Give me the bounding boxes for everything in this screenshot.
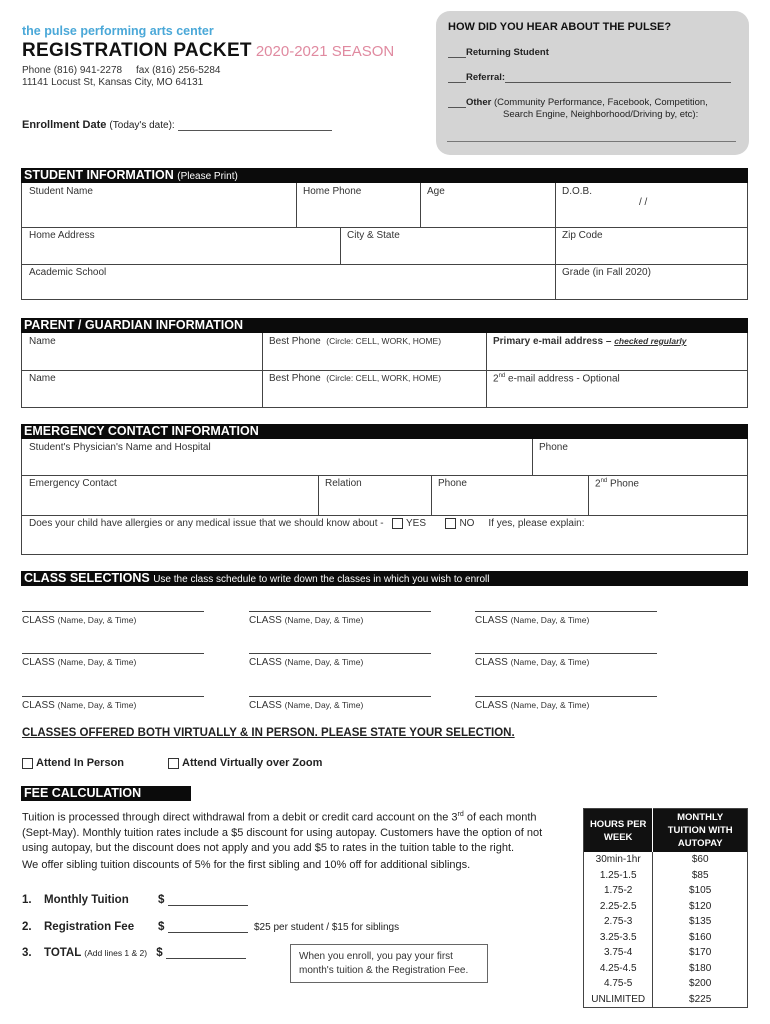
hours-cell: UNLIMITED <box>591 993 646 1005</box>
item2-dollar: $ <box>158 921 165 933</box>
emergency-info-grid <box>21 439 748 555</box>
emergency-contact-field[interactable]: Emergency Contact <box>29 478 117 489</box>
other-label: Other <box>466 97 492 108</box>
class-label-text: CLASS <box>475 615 508 626</box>
parent-name-1-field[interactable]: Name <box>29 336 56 347</box>
contact-address: 11141 Locust St, Kansas City, MO 64131 <box>22 77 204 88</box>
allergies-row <box>22 515 742 529</box>
in-person-label: Attend In Person <box>36 757 125 769</box>
enrollment-date-row <box>22 119 332 131</box>
registration-fee-row <box>22 921 399 933</box>
student-heading: STUDENT INFORMATION <box>24 168 174 182</box>
virtual-label: Attend Virtually over Zoom <box>182 757 323 769</box>
hours-cell: 2.25-2.5 <box>599 900 637 912</box>
monthly-tuition-row <box>22 894 248 906</box>
virtual-heading: CLASSES OFFERED BOTH VIRTUALLY & IN PERSON. PLEASE STATE YOUR SELECTION. <box>22 727 515 739</box>
fee-para-a: Tuition is processed through direct withdrawal from a debit or credit card account on the 3 <box>22 811 458 824</box>
attend-in-person-option[interactable] <box>22 757 124 769</box>
hours-cell: 1.75-2 <box>604 885 633 897</box>
registration-fee-note: $25 per student / $15 for siblings <box>254 922 400 933</box>
monthly-tuition-field[interactable] <box>168 894 248 906</box>
class-label-sub: (Name, Day, & Time) <box>510 700 590 710</box>
class-entry-field[interactable] <box>475 696 657 697</box>
virtual-checkbox[interactable] <box>168 758 179 769</box>
parent-name-2-field[interactable]: Name <box>29 373 56 384</box>
physician-field[interactable]: Student's Physician's Name and Hospital <box>29 442 211 453</box>
academic-school-field[interactable]: Academic School <box>29 267 107 278</box>
in-person-checkbox[interactable] <box>22 758 33 769</box>
emergency-phone-field[interactable]: Phone <box>438 478 467 489</box>
fee-para-b: of each month <box>463 811 537 824</box>
student-section-header <box>21 168 748 183</box>
tuition-cell: $85 <box>653 868 748 884</box>
tuition-cell: $170 <box>653 945 748 961</box>
dob-field[interactable]: D.O.B. <box>562 186 593 197</box>
tuition-header: MONTHLY TUITION WITH AUTOPAY <box>653 809 748 853</box>
physician-phone-field[interactable]: Phone <box>539 442 568 453</box>
enrollment-date-field[interactable] <box>178 119 332 131</box>
registration-fee-field[interactable] <box>168 921 248 933</box>
total-row <box>22 947 246 959</box>
tuition-cell: $160 <box>653 930 748 946</box>
tuition-cell: $180 <box>653 961 748 977</box>
class-label-sub: (Name, Day, & Time) <box>284 700 364 710</box>
returning-student-option[interactable] <box>448 47 549 58</box>
hours-cell: 4.75-5 <box>604 978 633 990</box>
tuition-cell: $120 <box>653 899 748 915</box>
phone2-num: 2 <box>595 478 601 490</box>
class-label-text: CLASS <box>22 657 55 668</box>
table-row <box>584 899 748 915</box>
hours-cell: 3.75-4 <box>604 947 633 959</box>
best-phone-label-2: Best Phone <box>269 373 321 384</box>
referral-option[interactable] <box>448 72 731 83</box>
checked-regularly-note: checked regularly <box>614 336 687 346</box>
item1-dollar: $ <box>158 894 165 906</box>
home-address-field[interactable]: Home Address <box>29 230 95 241</box>
enrollment-sub: (Today's date): <box>109 120 175 131</box>
primary-email-field[interactable] <box>486 333 686 347</box>
referral-label: Referral: <box>466 72 506 83</box>
best-phone-label: Best Phone <box>269 336 321 347</box>
class-entry-label <box>249 700 363 711</box>
other-desc: (Community Performance, Facebook, Competition, <box>493 97 708 108</box>
item2-num: 2. <box>22 921 32 933</box>
class-entry-field[interactable] <box>22 611 204 612</box>
circle-options-2: (Circle: CELL, WORK, HOME) <box>326 373 442 383</box>
contact-phone <box>22 65 221 76</box>
class-entry-label <box>22 700 136 711</box>
class-entry-field[interactable] <box>22 696 204 697</box>
explain-label: If yes, please explain: <box>488 518 585 530</box>
class-entry-label <box>475 657 589 668</box>
class-label-sub: (Name, Day, & Time) <box>510 657 590 667</box>
email2-sup: nd <box>498 373 506 379</box>
class-entry-field[interactable] <box>249 696 431 697</box>
class-label-sub: (Name, Day, & Time) <box>284 657 364 667</box>
yes-label: YES <box>405 518 426 530</box>
class-entry-field[interactable] <box>249 611 431 612</box>
item2-label: Registration Fee <box>44 921 135 933</box>
table-row <box>584 992 748 1008</box>
total-field[interactable] <box>166 947 246 959</box>
class-heading-sub: Use the class schedule to write down the classes in which you wish to enroll <box>153 574 490 585</box>
class-section-header <box>21 571 748 586</box>
tuition-cell: $105 <box>653 883 748 899</box>
allergies-yes-checkbox[interactable] <box>392 518 403 529</box>
parent-info-grid <box>21 333 748 408</box>
class-label-sub: (Name, Day, & Time) <box>284 615 364 625</box>
fax-text: fax (816) 256-5284 <box>135 65 221 76</box>
table-row <box>584 883 748 899</box>
fee-para-sup: rd <box>457 811 464 818</box>
class-entry-label <box>22 615 136 626</box>
sibling-discount-text: We offer sibling tuition discounts of 5% for the first sibling and 10% off for additional siblings. <box>22 859 471 871</box>
city-state-field[interactable]: City & State <box>347 230 400 241</box>
title-text: REGISTRATION PACKET <box>22 40 252 61</box>
phone2-label: Phone <box>607 478 639 490</box>
parent-phone-2-field[interactable] <box>262 370 441 384</box>
dob-separators: / / <box>639 197 648 208</box>
no-label: NO <box>459 518 475 530</box>
student-info-grid <box>21 183 748 300</box>
item3-num: 3. <box>22 947 32 959</box>
class-label-text: CLASS <box>22 700 55 711</box>
secondary-email-field[interactable] <box>486 370 620 384</box>
fee-para-c: (Sept-May). Monthly tuition rates include a $5 discount for using autopay. Customers have the option of not <box>22 826 543 839</box>
emergency-section-header: EMERGENCY CONTACT INFORMATION <box>21 424 748 439</box>
class-label-sub: (Name, Day, & Time) <box>57 700 137 710</box>
parent-section-header: PARENT / GUARDIAN INFORMATION <box>21 318 748 333</box>
item3-dollar: $ <box>156 947 163 959</box>
relation-field[interactable]: Relation <box>325 478 362 489</box>
table-row <box>584 914 748 930</box>
fee-paragraph-1 <box>22 807 582 856</box>
phone2-sup: nd <box>600 478 608 484</box>
page-title <box>22 40 394 62</box>
class-label-sub: (Name, Day, & Time) <box>510 615 590 625</box>
class-label-text: CLASS <box>249 700 282 711</box>
hours-cell: 1.25-1.5 <box>599 869 637 881</box>
brand-name: the pulse performing arts center <box>22 24 214 38</box>
class-entry-field[interactable] <box>475 653 657 654</box>
class-label-text: CLASS <box>249 615 282 626</box>
allergies-no-checkbox[interactable] <box>445 518 456 529</box>
allergies-question: Does your child have allergies or any medical issue that we should know about - <box>29 518 384 530</box>
other-field[interactable] <box>447 141 736 142</box>
class-entry-field[interactable] <box>22 653 204 654</box>
class-label-sub: (Name, Day, & Time) <box>57 615 137 625</box>
phone-text: Phone (816) 941-2278 <box>22 65 123 76</box>
table-row <box>584 930 748 946</box>
referral-title: HOW DID YOU HEAR ABOUT THE PULSE? <box>448 21 672 33</box>
tuition-cell: $200 <box>653 976 748 992</box>
class-label-sub: (Name, Day, & Time) <box>57 657 137 667</box>
home-phone-field[interactable]: Home Phone <box>303 186 362 197</box>
enrollment-note: When you enroll, you pay your first month's tuition & the Registration Fee. <box>290 944 488 983</box>
other-option[interactable] <box>448 97 708 108</box>
table-row <box>584 945 748 961</box>
other-desc-2: Search Engine, Neighborhood/Driving by, etc): <box>503 109 699 120</box>
secondary-email-label: e-mail address - Optional <box>505 373 620 385</box>
class-entry-label <box>475 700 589 711</box>
hours-cell: 30min-1hr <box>595 854 641 866</box>
class-entry-label <box>249 615 363 626</box>
returning-label: Returning Student <box>466 47 549 58</box>
fee-section-header: FEE CALCULATION <box>21 786 191 801</box>
class-label-text: CLASS <box>249 657 282 668</box>
class-heading: CLASS SELECTIONS <box>24 571 150 585</box>
primary-email-label: Primary e-mail address – <box>493 336 612 347</box>
hours-cell: 3.25-3.5 <box>599 931 637 943</box>
student-name-field[interactable]: Student Name <box>29 186 93 197</box>
referral-field[interactable] <box>505 73 731 83</box>
circle-options: (Circle: CELL, WORK, HOME) <box>326 336 442 346</box>
table-row <box>584 961 748 977</box>
hours-header: HOURS PER WEEK <box>584 809 653 853</box>
email2-num: 2 <box>493 373 499 385</box>
class-entry-label <box>22 657 136 668</box>
enrollment-label: Enrollment Date <box>22 119 107 131</box>
tuition-cell: $135 <box>653 914 748 930</box>
class-entry-label <box>475 615 589 626</box>
emergency-phone2-field[interactable] <box>588 475 639 489</box>
age-field[interactable]: Age <box>427 186 445 197</box>
season-label: 2020-2021 SEASON <box>255 43 395 60</box>
class-entry-field[interactable] <box>249 653 431 654</box>
zip-code-field[interactable]: Zip Code <box>562 230 603 241</box>
class-label-text: CLASS <box>22 615 55 626</box>
fee-para-d: using autopay, but the discount does not apply and you add $5 to rates in the tuition table to the right. <box>22 841 515 854</box>
grade-field[interactable]: Grade (in Fall 2020) <box>562 267 651 278</box>
table-row <box>584 976 748 992</box>
class-label-text: CLASS <box>475 700 508 711</box>
item1-num: 1. <box>22 894 32 906</box>
class-entry-field[interactable] <box>475 611 657 612</box>
student-heading-sub: (Please Print) <box>177 171 238 182</box>
class-label-text: CLASS <box>475 657 508 668</box>
parent-phone-1-field[interactable] <box>262 333 441 347</box>
tuition-cell: $225 <box>653 992 748 1008</box>
attend-virtual-option[interactable] <box>168 757 322 769</box>
table-row <box>584 868 748 884</box>
tuition-table <box>583 808 748 1008</box>
item1-label: Monthly Tuition <box>44 894 129 906</box>
item3-label: TOTAL <box>44 947 82 959</box>
table-row <box>584 852 748 868</box>
hours-cell: 4.25-4.5 <box>599 962 637 974</box>
item3-sub: (Add lines 1 & 2) <box>84 948 148 958</box>
class-entry-label <box>249 657 363 668</box>
hours-cell: 2.75-3 <box>604 916 633 928</box>
tuition-cell: $60 <box>653 852 748 868</box>
